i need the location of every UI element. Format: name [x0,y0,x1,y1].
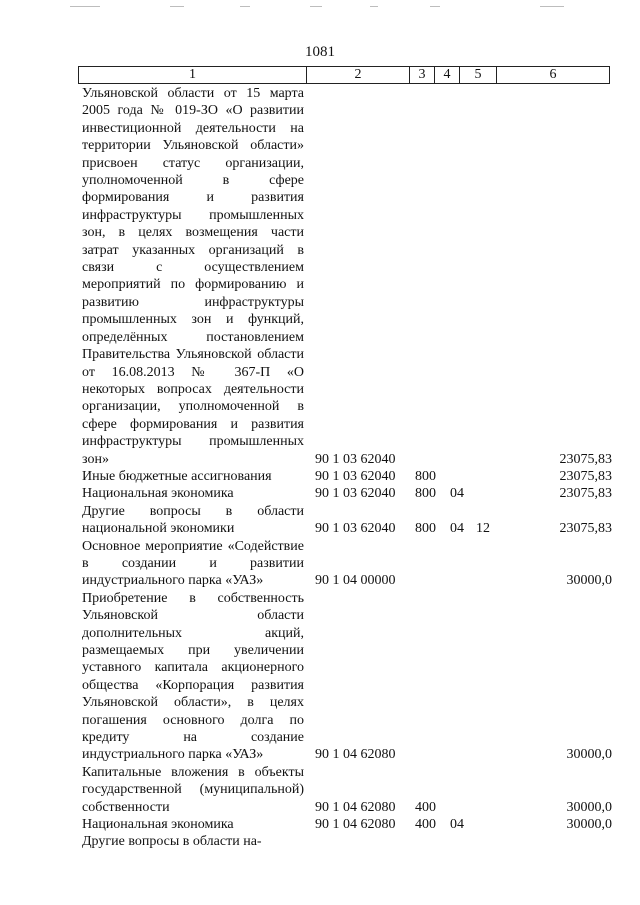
expense-type-code: 800 [415,486,436,502]
target-article-code: 90 1 03 62040 [315,451,396,467]
table-row [82,468,612,485]
target-article-code: 90 1 03 62040 [315,468,396,484]
expense-type-code: 800 [415,468,436,484]
column-header-5: 5 [474,67,482,82]
amount-value: 30000,0 [566,799,612,815]
row-description: Другие вопросы в области национальной экономики [82,503,304,537]
expense-type-code: 800 [415,521,436,537]
section-code: 04 [450,486,464,502]
target-article-code: 90 1 04 00000 [315,573,396,589]
table-row [82,833,612,850]
amount-value: 30000,0 [566,817,612,833]
column-header-1: 1 [189,67,196,82]
target-article-code: 90 1 03 62040 [315,521,396,537]
amount-value: 23075,83 [559,468,612,484]
column-header-6: 6 [549,67,557,82]
table-row [82,485,612,502]
table-row [82,764,612,816]
amount-value: 23075,83 [559,521,612,537]
expense-type-code: 400 [415,799,436,815]
expense-type-code: 400 [415,817,436,833]
section-code: 04 [450,817,464,833]
row-description: Другие вопросы в области на- [82,834,262,850]
row-description: Национальная экономика [82,817,234,833]
table-row [82,590,612,764]
budget-table-body [82,85,612,851]
target-article-code: 90 1 04 62080 [315,817,396,833]
row-description: Ульяновской области от 15 марта 2005 года № 019-ЗО «О развитии инвестиционной деятельности на территории Ульяновской области» присвоен статус организации, уполномоченной в сфере формирования и развития инфраструктуры промышленных зон, в целях возмещения части затрат указанных организаций в связи с осуществлением мероприятий по формированию и развитию инфраструктуры промышленных зон и функций, определённых постановлением Правительства Ульяновской области от 16.08.2013 № 367-П «О некоторых вопросах деятельности организации, уполномоченной в сфере формирования и развития инфраструктуры промышленных зон» [82,86,304,467]
amount-value: 30000,0 [566,573,612,589]
table-row [82,816,612,833]
amount-value: 23075,83 [559,486,612,502]
column-header-3: 3 [418,67,426,82]
column-header-4: 4 [443,67,451,82]
page-number: 1081 [305,44,335,60]
row-description: Капитальные вложения в объекты государственной (муниципальной) собственности [82,764,304,815]
scan-artifact-marks [70,4,570,14]
row-description: Иные бюджетные ассигнования [82,468,272,484]
row-description: Национальная экономика [82,486,234,502]
subsection-code: 12 [476,521,490,537]
target-article-code: 90 1 04 62080 [315,799,396,815]
amount-value: 30000,0 [566,747,612,763]
row-description: Основное мероприятие «Содействие в создании и развитии индустриального парка «УАЗ» [82,538,304,589]
section-code: 04 [450,521,464,537]
table-column-header [78,66,610,84]
target-article-code: 90 1 04 62080 [315,747,396,763]
table-row [82,538,612,590]
table-row [82,85,612,468]
table-row [82,503,612,538]
target-article-code: 90 1 03 62040 [315,486,396,502]
amount-value: 23075,83 [559,451,612,467]
column-header-2: 2 [354,67,362,82]
row-description: Приобретение в собственность Ульяновской области дополнительных акций, размещаемых при увеличении уставного капитала акционерного общества «Корпорация развития Ульяновской области», в целях погашения основного долга по кредиту на создание индустриального парка «УАЗ» [82,590,304,763]
